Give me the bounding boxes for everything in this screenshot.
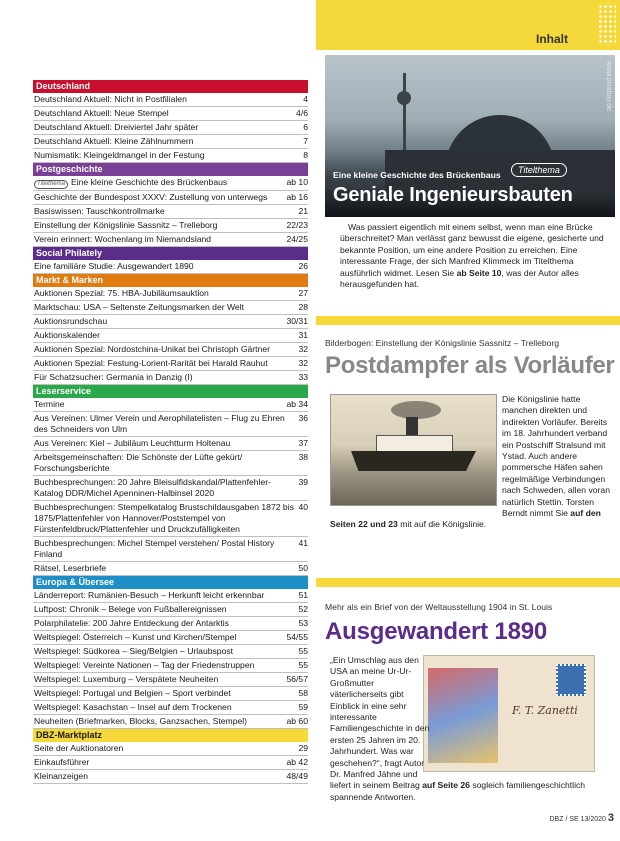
toc-entry-title xyxy=(34,618,298,629)
toc-entry-page: 37 xyxy=(298,438,308,448)
toc-entry-text: Geschichte der Bundespost XXXV: Zustellung von unterwegs xyxy=(34,192,268,202)
toc-entry-text: Luftpost: Chronik – Belege von Fußballereignissen xyxy=(34,604,227,614)
toc-entry-title xyxy=(34,538,298,560)
toc-entry-text: Deutschland Aktuell: Kleine Zählnummern xyxy=(34,136,194,146)
toc-entry-page: 55 xyxy=(298,660,308,670)
toc-entry-page: 38 xyxy=(298,452,308,462)
toc-entry-page: 48/49 xyxy=(286,771,308,781)
toc-entry-title xyxy=(34,192,286,203)
page-footer: DBZ / SE 13/2020 3 xyxy=(549,812,614,824)
toc-entry[interactable] xyxy=(33,412,308,437)
toc-entry-title xyxy=(34,288,298,299)
toc-entry-text: Eine familiäre Studie: Ausgewandert 1890 xyxy=(34,261,194,271)
toc-entry[interactable] xyxy=(33,701,308,715)
toc-entry-page: 50 xyxy=(298,563,308,573)
toc-section-header: Social Philately xyxy=(33,247,308,260)
toc-entry-page: 41 xyxy=(298,538,308,548)
toc-entry-text: Termine xyxy=(34,399,65,409)
feature2-kicker: Bilderbogen: Einstellung der Königslinie Sassnitz – Trelleborg xyxy=(325,338,560,348)
toc-entry-page: 30/31 xyxy=(286,316,308,326)
toc-entry-page: 54/55 xyxy=(286,632,308,642)
toc-entry[interactable] xyxy=(33,398,308,412)
toc-entry[interactable] xyxy=(33,603,308,617)
toc-entry-page: ab 34 xyxy=(286,399,308,409)
toc-entry-text: Weltspiegel: Kasachstan – Insel auf dem Trockenen xyxy=(34,702,232,712)
toc-entry-title xyxy=(34,108,296,119)
toc-entry-title xyxy=(34,413,298,435)
toc-entry-title xyxy=(34,743,298,754)
toc-entry-title xyxy=(34,632,286,643)
header-bar xyxy=(316,0,620,50)
toc-entry-page: 51 xyxy=(298,590,308,600)
toc-entry-text: Auktionen Spezial: Nordostchina-Unikat bei Christoph Gärtner xyxy=(34,344,270,354)
toc-entry[interactable] xyxy=(33,537,308,562)
toc-entry-text: Basiswissen: Tauschkontrollmarke xyxy=(34,206,165,216)
toc-entry-text: Auktionskalender xyxy=(34,330,100,340)
toc-entry-text: Arbeitsgemeinschaften: Die Schönste der Lüfte gekürt/ Forschungsberichte xyxy=(34,452,243,473)
toc-entry-page: 24/25 xyxy=(286,234,308,244)
toc-entry-text: Auktionen Spezial: 75. HBA-Jubiläumsauktion xyxy=(34,288,209,298)
toc-entry-title xyxy=(34,206,298,217)
toc-entry-title xyxy=(34,344,298,355)
toc-entry-page: 56/57 xyxy=(286,674,308,684)
toc-entry-title xyxy=(34,399,286,410)
toc-entry[interactable] xyxy=(33,107,308,121)
toc-entry-page: 4/6 xyxy=(296,108,308,118)
toc-section-header: Deutschland xyxy=(33,80,308,93)
divider-bar xyxy=(316,316,620,325)
toc-entry[interactable] xyxy=(33,673,308,687)
toc-entry-page: 55 xyxy=(298,646,308,656)
toc-entry[interactable] xyxy=(33,260,308,274)
toc-entry[interactable] xyxy=(33,343,308,357)
toc-entry[interactable] xyxy=(33,715,308,729)
toc-entry-text: Buchbesprechungen: Stempelkatalog Brustschildausgaben 1872 bis 1875/Plattenfehler von Hannover/Poststempel von Fürstenfeldbruck/Plattenfehler und Druckzufälligkeiten xyxy=(34,502,294,534)
toc-entry-page: 32 xyxy=(298,344,308,354)
toc-entry-title xyxy=(34,150,303,161)
toc-entry-page: 27 xyxy=(298,288,308,298)
toc-entry[interactable] xyxy=(33,219,308,233)
toc-entry-page: 8 xyxy=(303,150,308,160)
toc-entry[interactable] xyxy=(33,756,308,770)
toc-entry[interactable] xyxy=(33,233,308,247)
toc-section-header: Markt & Marken xyxy=(33,274,308,287)
toc-entry-text: Verein erinnert: Wochenlang im Niemandsland xyxy=(34,234,212,244)
toc-entry-title xyxy=(34,452,298,474)
toc-entry-title xyxy=(34,94,303,105)
toc-entry-page: 33 xyxy=(298,372,308,382)
toc-entry-text: Einstellung der Königslinie Sassnitz – Trelleborg xyxy=(34,220,218,230)
toc-entry[interactable] xyxy=(33,357,308,371)
toc-entry-title xyxy=(34,702,298,713)
toc-entry-text: Für Schatzsucher: Germania in Danzig (I) xyxy=(34,372,193,382)
feature3-headline[interactable]: Ausgewandert 1890 xyxy=(325,618,548,645)
toc-entry[interactable] xyxy=(33,631,308,645)
toc-entry[interactable] xyxy=(33,451,308,476)
toc-entry[interactable] xyxy=(33,617,308,631)
toc-entry-page: 22/23 xyxy=(286,220,308,230)
toc-entry-page: 21 xyxy=(298,206,308,216)
toc-entry[interactable] xyxy=(33,476,308,501)
tv-tower-ball xyxy=(397,91,411,105)
toc-entry-page: ab 16 xyxy=(286,192,308,202)
toc-entry-title xyxy=(34,646,298,657)
toc-entry-title xyxy=(34,716,286,727)
toc-entry[interactable] xyxy=(33,589,308,603)
toc-entry-text: Aus Vereinen: Ulmer Verein und Aerophilatelisten – Flug zu Ehren des Schneiders von Ulm xyxy=(34,413,285,434)
toc-entry-title xyxy=(34,330,298,341)
toc-entry-page: 28 xyxy=(298,302,308,312)
toc-entry[interactable] xyxy=(33,176,308,191)
toc-entry-text: Weltspiegel: Österreich – Kunst und Kirchen/Stempel xyxy=(34,632,237,642)
toc-entry[interactable] xyxy=(33,315,308,329)
toc-entry-text: Deutschland Aktuell: Nicht in Postfilialen xyxy=(34,94,187,104)
toc-entry-text: Eine kleine Geschichte des Brückenbaus xyxy=(70,177,228,187)
toc-entry[interactable] xyxy=(33,501,308,537)
toc-entry-text: Aus Vereinen: Kiel – Jubiläum Leuchtturm Holtenau xyxy=(34,438,231,448)
toc-entry-text: Weltspiegel: Vereinte Nationen – Tag der Friedenstruppen xyxy=(34,660,255,670)
toc-entry-page: ab 42 xyxy=(286,757,308,767)
toc-entry-page: 58 xyxy=(298,688,308,698)
toc-entry-page: 7 xyxy=(303,136,308,146)
tv-tower-shape xyxy=(403,73,406,153)
toc-entry-page: ab 60 xyxy=(286,716,308,726)
toc-entry-text: Buchbesprechungen: Michel Stempel verstehen/ Postal History Finland xyxy=(34,538,275,559)
toc-entry-title xyxy=(34,302,298,313)
toc-entry-text: Einkaufsführer xyxy=(34,757,90,767)
toc-entry[interactable] xyxy=(33,135,308,149)
titelthema-badge: Titelthema xyxy=(511,163,567,177)
toc-entry-title xyxy=(34,261,298,272)
toc-entry-text: Buchbesprechungen: 20 Jahre Bleisulfidskandal/Plattenfehler-Katalog DDR/Michel Apenninen-Halbinsel 2020 xyxy=(34,477,271,498)
toc-section-header: Leserservice xyxy=(33,385,308,398)
feature-image-bridge[interactable] xyxy=(325,55,615,217)
toc-entry-page: 4 xyxy=(303,94,308,104)
toc-entry-title xyxy=(34,660,298,671)
toc-entry[interactable] xyxy=(33,191,308,205)
section-title: Inhalt xyxy=(536,32,568,46)
toc-entry[interactable] xyxy=(33,687,308,701)
envelope-address: F. T. Zanetti xyxy=(512,704,578,717)
toc-entry-text: Neuheiten (Briefmarken, Blocks, Ganzsachen, Stempel) xyxy=(34,716,248,726)
toc-entry-title xyxy=(34,316,286,327)
toc-entry-title xyxy=(34,358,298,369)
feature2-text: Die Königslinie hatte manchen direkten und indirekten Vorläufer. Bereits im 18. Jahrhundert verband ein Postschiff Stralsund mit Ystad. Auch andere pommersche Häfen sahen regelmäßige Verbindungen nach Schweden, allen voran natürlich Stettin. Torsten Berndt nimmt Sie auf den Seiten 22 und 23 mit auf die Königslinie. xyxy=(330,394,610,530)
toc-entry-page: 6 xyxy=(303,122,308,132)
toc-entry-title xyxy=(34,757,286,768)
toc-section-header: Postgeschichte xyxy=(33,163,308,176)
toc-entry-title xyxy=(34,688,298,699)
toc-entry[interactable] xyxy=(33,742,308,756)
toc-entry[interactable] xyxy=(33,121,308,135)
toc-entry-page: 36 xyxy=(298,413,308,423)
toc-entry-title xyxy=(34,220,286,231)
toc-entry-title xyxy=(34,122,303,133)
toc-entry-title xyxy=(34,234,286,245)
toc-entry[interactable] xyxy=(33,205,308,219)
toc-entry-text: Seite der Auktionatoren xyxy=(34,743,124,753)
toc-entry-text: Deutschland Aktuell: Neue Stempel xyxy=(34,108,169,118)
toc-entry-title xyxy=(34,477,298,499)
toc-entry-text: Polarphilatelie: 200 Jahre Entdeckung der Antarktis xyxy=(34,618,229,628)
feature2-headline[interactable]: Postdampfer als Vorläufer xyxy=(325,352,615,379)
toc-entry[interactable] xyxy=(33,645,308,659)
toc-entry-page: 52 xyxy=(298,604,308,614)
feature3-kicker: Mehr als ein Brief von der Weltausstellung 1904 in St. Louis xyxy=(325,602,553,612)
toc-entry-page: 40 xyxy=(298,502,308,512)
toc-section-header: Europa & Übersee xyxy=(33,576,308,589)
toc-entry-page: 39 xyxy=(298,477,308,487)
toc-entry[interactable] xyxy=(33,301,308,315)
toc-entry-page: 53 xyxy=(298,618,308,628)
toc-entry-text: Rätsel, Leserbriefe xyxy=(34,563,107,573)
toc-entry-page: 29 xyxy=(298,743,308,753)
toc-entry[interactable] xyxy=(33,770,308,784)
toc-entry-text: Länderreport: Rumänien-Besuch – Herkunft leicht erkennbar xyxy=(34,590,265,600)
toc-entry-title xyxy=(34,563,298,574)
toc-entry-text: Weltspiegel: Südkorea – Sieg/Belgien – Urlaubspost xyxy=(34,646,234,656)
toc-entry[interactable] xyxy=(33,437,308,451)
toc-entry-title xyxy=(34,502,298,535)
toc-entry-title xyxy=(34,674,286,685)
toc-entry-page: ab 10 xyxy=(286,177,308,187)
toc-entry[interactable] xyxy=(33,659,308,673)
toc-entry-title xyxy=(34,136,303,147)
dot-pattern xyxy=(598,4,616,44)
toc-entry-text: Auktionen Spezial: Festung-Lorient-Rarität bei Harald Rauhut xyxy=(34,358,268,368)
toc-entry-title xyxy=(34,177,286,189)
toc-entry-page: 26 xyxy=(298,261,308,271)
toc-entry-text: Marktschau: USA – Seltenste Zeitungsmarken der Welt xyxy=(34,302,245,312)
toc-entry[interactable] xyxy=(33,287,308,301)
toc-entry-text: Weltspiegel: Portugal und Belgien – Sport verbindet xyxy=(34,688,231,698)
toc-entry[interactable] xyxy=(33,371,308,385)
toc-section-header: DBZ-Marktplatz xyxy=(33,729,308,742)
toc-entry-text: Kleinanzeigen xyxy=(34,771,88,781)
toc-entry-title xyxy=(34,604,298,615)
image-credit: www.pixabay.de xyxy=(605,61,612,112)
toc-entry-text: Deutschland Aktuell: Dreiviertel Jahr später xyxy=(34,122,199,132)
feature1-text: Was passiert eigentlich mit einem selbst, wenn man eine Brücke überschreitet? Man verlässt ganz bewusst die eigene, gesicherte und bekannte Position, um eine andere Position zu erreichen. Eine interessante Frage, der sich Manfred Klimmeck im Titelthema ausführlich widmet. Lesen Sie ab Seite 10, was der Autor alles herausgefunden hat. xyxy=(340,222,604,290)
feature-headline: Geniale Ingenieursbauten xyxy=(333,184,573,206)
toc-entry-text: Auktionsrundschau xyxy=(34,316,108,326)
toc-entry-title xyxy=(34,372,298,383)
toc-entry-text: Weltspiegel: Luxemburg – Verspätete Neuheiten xyxy=(34,674,219,684)
toc-entry[interactable] xyxy=(33,149,308,163)
toc-entry-page: 31 xyxy=(298,330,308,340)
toc-entry-page: 32 xyxy=(298,358,308,368)
feature3-text: „Ein Umschlag aus den USA an meine Ur-Ur-Großmutter väterlicherseits gibt Einblick in eine sehr interessante Familiengeschichte in den ersten 25 Jahren im 20. Jahrhundert. Was war geschehen?“, fragt Autor Dr. Manfred Jähne und liefert in seinem Beitrag auf Seite 26 sogleich familiengeschichtlich spannende Antworten. xyxy=(330,655,586,802)
titelthema-tag: Titelthema xyxy=(34,180,68,189)
toc-entry-title xyxy=(34,438,298,449)
toc-entry[interactable] xyxy=(33,562,308,576)
feature-subtitle: Eine kleine Geschichte des Brückenbaus xyxy=(333,170,501,180)
toc-entry-title xyxy=(34,590,298,601)
toc-entry-text: Numismatik: Kleingeldmangel in der Festung xyxy=(34,150,205,160)
divider-bar xyxy=(316,578,620,587)
toc-entry-page: 59 xyxy=(298,702,308,712)
toc-entry[interactable] xyxy=(33,329,308,343)
table-of-contents xyxy=(33,80,308,784)
toc-entry[interactable] xyxy=(33,93,308,107)
toc-entry-title xyxy=(34,771,286,782)
